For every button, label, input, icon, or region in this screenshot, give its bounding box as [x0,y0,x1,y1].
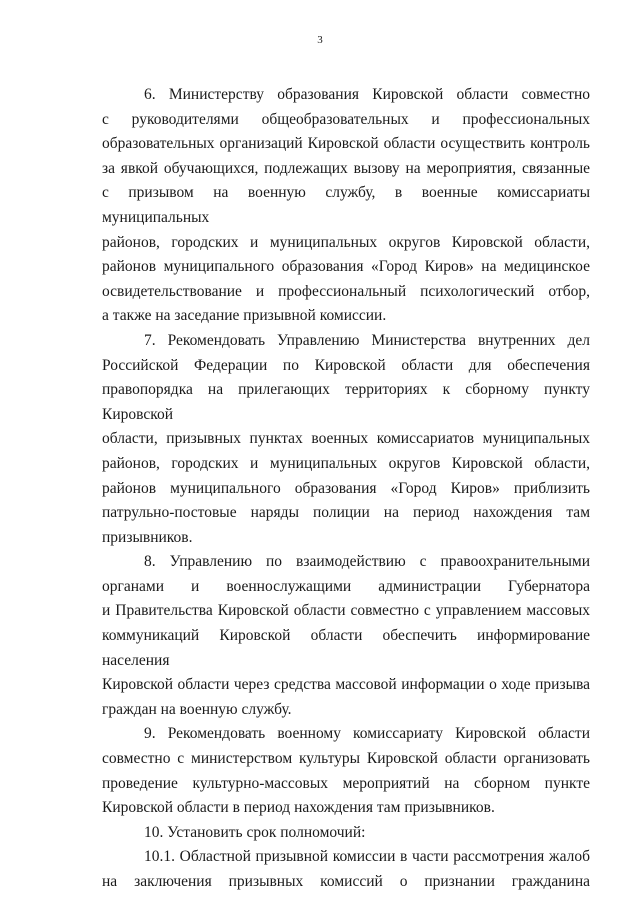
document-body [102,83,590,895]
text-line: органами и военнослужащими администрации Губернатора [102,577,590,595]
text-line: с руководителями общеобразовательных и профессиональных [102,110,590,128]
text-line: области, призывных пунктах военных комиссариатов муниципальных [102,430,590,448]
text-line: 8. Управлению по взаимодействию с правоохранительными [144,553,590,571]
text-line: коммуникаций Кировской области обеспечить информирование населения [102,627,590,669]
text-line: а также на заседание призывной комиссии. [102,307,387,325]
text-line: 7. Рекомендовать Управлению Министерства внутренних дел [144,331,590,349]
text-line: Кировской области через средства массовой информации о ходе призыва [102,676,590,694]
text-line: призывников. [102,528,193,546]
text-line: районов муниципального образования «Город Киров» на медицинское [102,258,590,276]
text-line: районов, городских и муниципальных округов Кировской области, [102,454,590,472]
text-line: на заключения призывных комиссий о признании гражданина [102,873,590,890]
text-line: за явкой обучающихся, подлежащих вызову на мероприятия, связанные [102,159,590,177]
text-line: освидетельствование и профессиональный психологический отбор, [102,282,590,300]
text-line: проведение культурно-массовых мероприятий на сборном пункте [102,774,590,792]
text-line: районов муниципального образования «Город Киров» приблизить [102,479,590,497]
text-line: 10.1. Областной призывной комиссии в части рассмотрения жалоб [144,848,590,866]
text-line: граждан на военную службу. [102,700,292,718]
text-line: патрульно-постовые наряды полиции на период нахождения там [102,504,590,522]
text-line: Российской Федерации по Кировской области для обеспечения [102,356,590,374]
page-number: 3 [317,34,323,46]
text-line: образовательных организаций Кировской области осуществить контроль [102,135,590,153]
text-line: 9. Рекомендовать военному комиссариату Кировской области [144,725,590,743]
text-line: Кировской области в период нахождения там призывников. [102,799,495,817]
text-line: с призывом на военную службу, в военные комиссариаты муниципальных [102,184,590,226]
text-line: совместно с министерством культуры Кировской области организовать [102,750,590,768]
text-line: и Правительства Кировской области совместно с управлением массовых [102,602,590,620]
text-line: правопорядка на прилегающих территориях к сборному пункту Кировской [102,381,590,423]
text-line: 6. Министерству образования Кировской области совместно [144,86,590,103]
text-line: 10. Установить срок полномочий: [144,823,366,841]
text-line: районов, городских и муниципальных округов Кировской области, [102,233,590,251]
